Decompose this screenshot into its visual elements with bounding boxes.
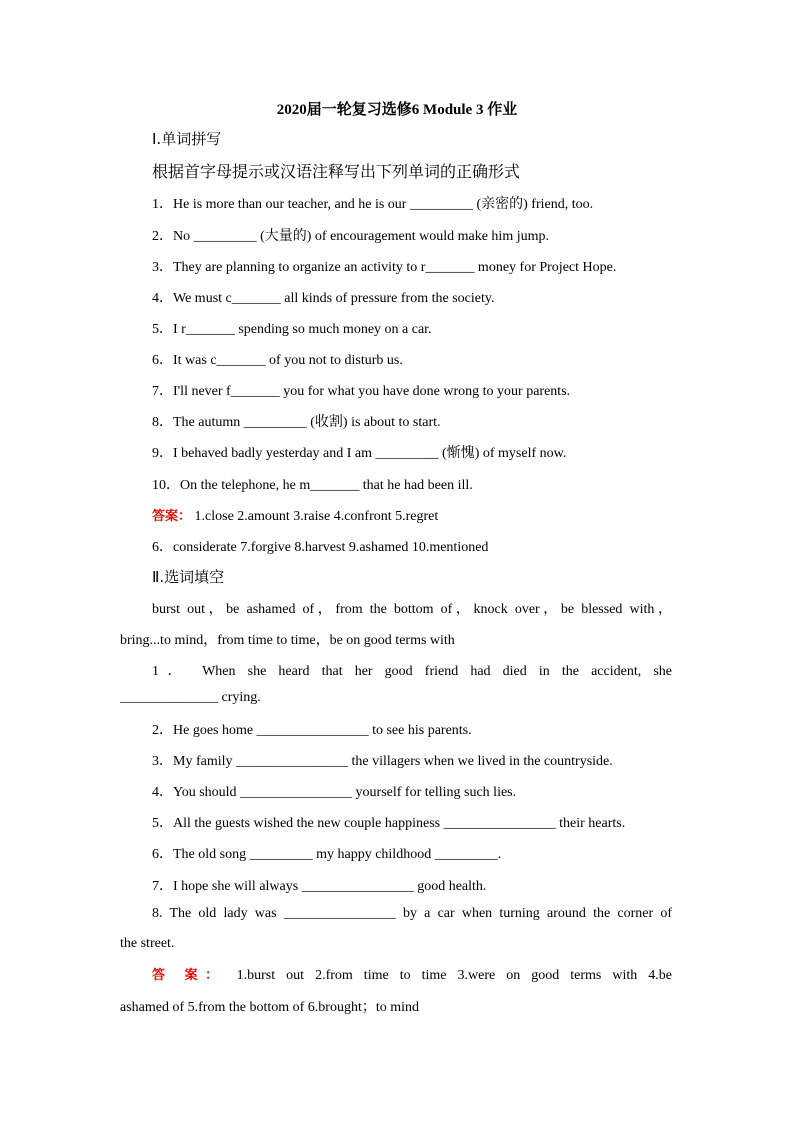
- section1-answer-cont: 6．considerate 7.forgive 8.harvest 9.ashamed 10.mentioned: [152, 540, 489, 555]
- answer-label: 答案：: [152, 509, 192, 524]
- fill-question-6: 6．The old song _________ my happy childhood _________.: [152, 847, 502, 862]
- fill-question-1: 1． When she heard that her good friend had died in the accident, she: [152, 664, 672, 679]
- question-8: 8．The autumn _________ (收割) is about to start.: [152, 415, 441, 430]
- fill-question-1-cont: ______________ crying.: [120, 690, 261, 705]
- fill-question-3: 3．My family ________________ the villagers when we lived in the countryside.: [152, 754, 613, 769]
- section1-instruction: 根据首字母提示或汉语注释写出下列单词的正确形式: [152, 162, 521, 181]
- answer-text: 1.close 2.amount 3.raise 4.confront 5.regret: [194, 509, 439, 524]
- section1-heading: Ⅰ.单词拼写: [152, 130, 222, 148]
- fill-question-7: 7．I hope she will always ________________ good health.: [152, 879, 487, 894]
- fill-question-5: 5．All the guests wished the new couple happiness ________________ their hearts.: [152, 816, 626, 831]
- phrase-bank-line-2: bring...to mind，from time to time，be on good terms with: [120, 633, 455, 648]
- question-10: 10．On the telephone, he m_______ that he had been ill.: [152, 478, 473, 493]
- question-7: 7．I'll never f_______ you for what you have done wrong to your parents.: [152, 384, 571, 399]
- phrase-bank-line-1: burst out，be ashamed of，from the bottom of，knock over，be blessed with，: [152, 602, 672, 617]
- fill-question-2: 2．He goes home ________________ to see his parents.: [152, 723, 472, 738]
- answer-text: 1.burst out 2.from time to time 3.were on good terms with 4.be: [236, 968, 673, 983]
- question-1: 1．He is more than our teacher, and he is our _________ (亲密的) friend, too.: [152, 197, 594, 212]
- question-4: 4．We must c_______ all kinds of pressure from the society.: [152, 291, 495, 306]
- question-2: 2．No _________ (大量的) of encouragement would make him jump.: [152, 229, 549, 244]
- question-5: 5．I r_______ spending so much money on a car.: [152, 322, 432, 337]
- section2-answer: [152, 964, 672, 984]
- question-9: 9．I behaved badly yesterday and I am _________ (惭愧) of myself now.: [152, 446, 567, 461]
- page-title: 2020届一轮复习选修6 Module 3 作业: [276, 102, 518, 118]
- fill-question-8-cont: the street.: [120, 936, 175, 951]
- fill-question-8: 8. The old lady was ________________ by a car when turning around the corner of: [152, 906, 672, 921]
- question-6: 6．It was c_______ of you not to disturb us.: [152, 353, 403, 368]
- answer-label: 答 案：: [152, 968, 226, 983]
- section2-heading: Ⅱ.选词填空: [152, 568, 225, 586]
- question-3: 3．They are planning to organize an activity to r_______ money for Project Hope.: [152, 260, 617, 275]
- section1-answer: [152, 505, 438, 525]
- fill-question-4: 4．You should ________________ yourself for telling such lies.: [152, 785, 517, 800]
- section2-answer-cont: ashamed of 5.from the bottom of 6.brought；to mind: [120, 1000, 420, 1015]
